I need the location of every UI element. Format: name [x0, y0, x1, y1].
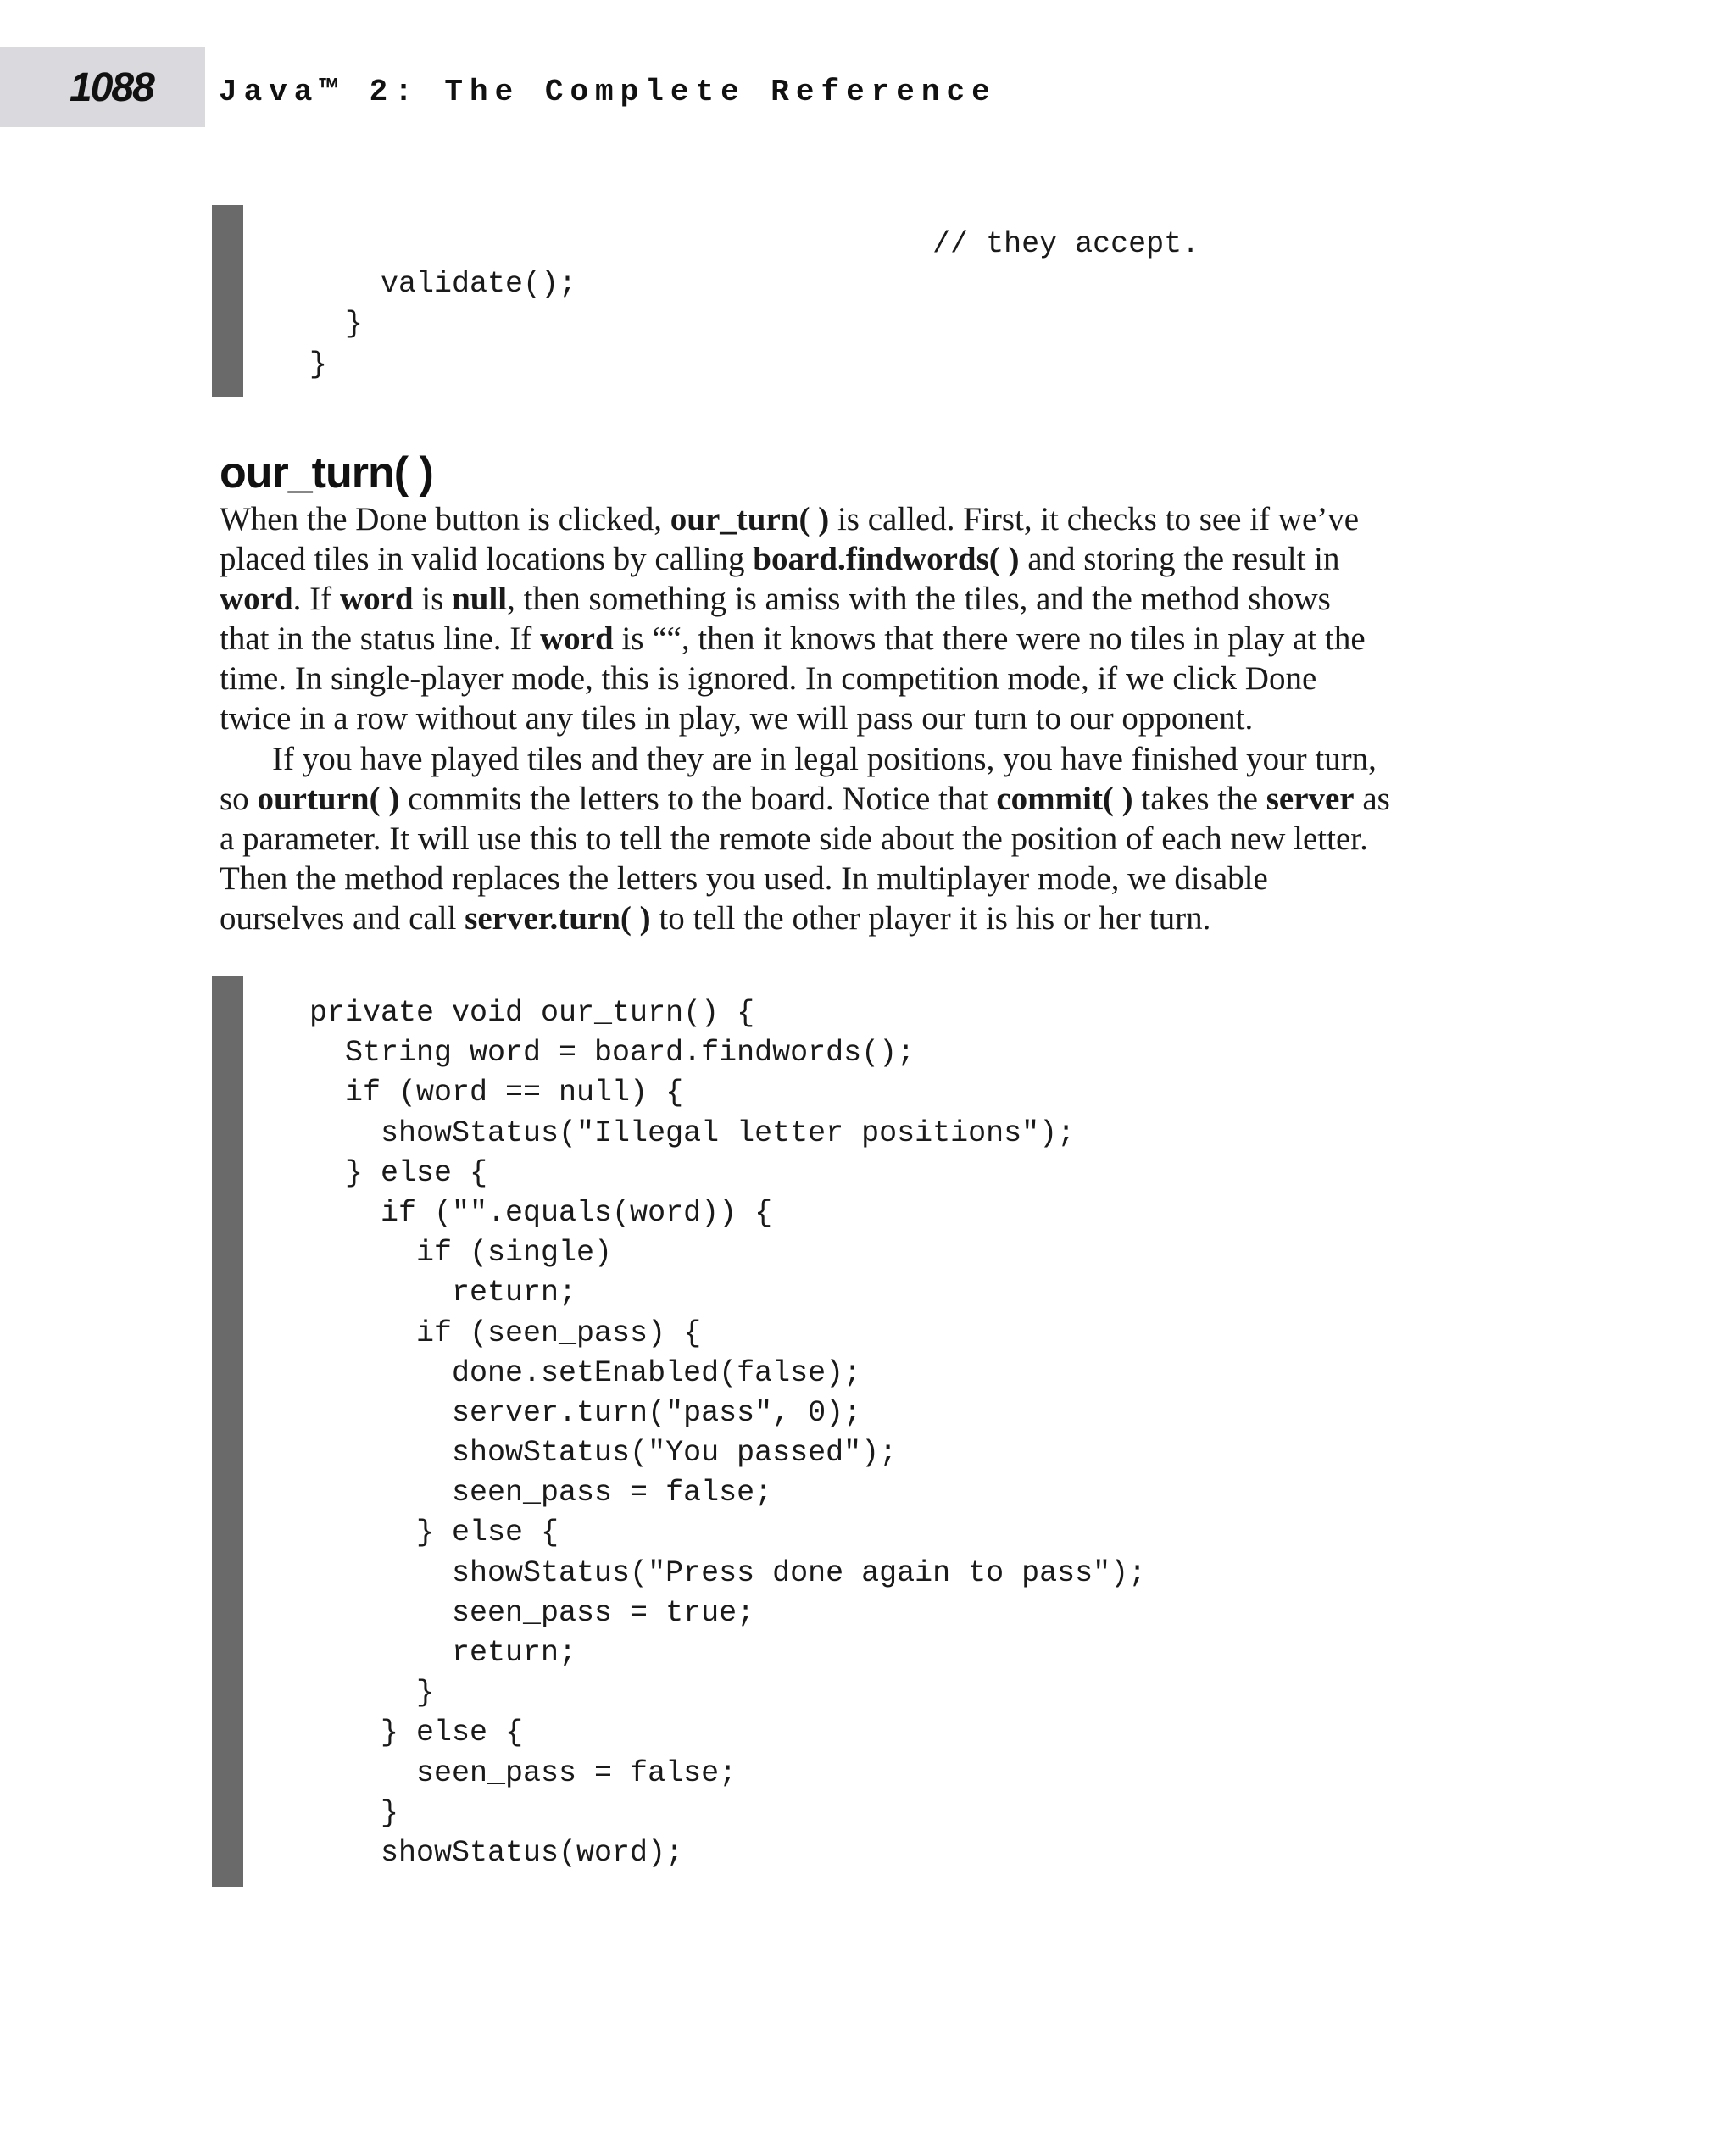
code-line: } else { — [309, 1716, 524, 1750]
code-line: validate(); — [309, 267, 577, 302]
code-line: } else { — [309, 1516, 559, 1550]
code-line: String word = board.findwords(); — [309, 1036, 915, 1071]
text-run: time. In single-player mode, this is ignored. In competition mode, if we click Done — [220, 660, 1317, 698]
text-line — [220, 779, 1525, 819]
text-line — [220, 619, 1525, 659]
text-line — [220, 539, 1525, 579]
text-line — [220, 859, 1525, 898]
text-line — [220, 698, 1525, 738]
text-run: . If — [292, 581, 340, 618]
text-run: commits the letters to the board. Notice that — [399, 780, 997, 817]
code-line: if (single) — [309, 1236, 613, 1271]
code-line: seen_pass = true; — [309, 1595, 755, 1630]
code-line: seen_pass = false; — [309, 1476, 773, 1510]
text-run: is called. First, it checks to see if we’ve — [829, 501, 1360, 537]
code-line: return; — [309, 1636, 577, 1670]
code-line: showStatus("You passed"); — [309, 1436, 898, 1471]
inline-code-term: word — [540, 620, 614, 658]
code-lines — [309, 225, 1199, 385]
code-line: if (seen_pass) { — [309, 1316, 702, 1350]
code-line: private void our_turn() { — [309, 996, 755, 1030]
text-line — [220, 819, 1525, 859]
inline-code-term: commit( ) — [996, 780, 1133, 817]
inline-code-term: word — [339, 581, 414, 618]
text-run: placed tiles in valid locations by calling — [220, 541, 754, 578]
code-line: } else { — [309, 1155, 488, 1190]
text-run: is ““, then it knows that there were no tiles in play at the — [613, 620, 1366, 658]
code-line: showStatus(word); — [309, 1835, 684, 1870]
text-line — [220, 499, 1525, 539]
code-line: } — [309, 347, 328, 381]
text-run: takes the — [1132, 780, 1266, 817]
text-line — [220, 579, 1525, 619]
inline-code-term: ourturn( ) — [257, 780, 400, 817]
text-run: , then something is amiss with the tiles, and the method shows — [507, 581, 1331, 618]
body-paragraph — [220, 499, 1525, 938]
code-line: return; — [309, 1276, 577, 1310]
code-line: } — [309, 1795, 399, 1830]
text-line — [220, 659, 1525, 698]
text-run: twice in a row without any tiles in play, we will pass our turn to our opponent. — [220, 700, 1254, 737]
code-line: seen_pass = false; — [309, 1755, 737, 1790]
code-line: server.turn("pass", 0); — [309, 1395, 862, 1430]
text-run: so — [220, 780, 258, 817]
code-line: showStatus("Press done again to pass"); — [309, 1555, 1147, 1590]
code-line: showStatus("Illegal letter positions"); — [309, 1115, 1076, 1150]
text-line — [220, 739, 1525, 779]
text-line — [220, 898, 1525, 938]
text-run: as — [1354, 780, 1390, 817]
text-run: Then the method replaces the letters you used. In multiplayer mode, we disable — [220, 859, 1268, 897]
code-line: } — [309, 307, 364, 342]
section-heading: our_turn( ) — [220, 448, 433, 498]
inline-code-term: null — [452, 581, 508, 618]
text-run: ourselves and call — [220, 899, 465, 937]
running-head: Java™ 2: The Complete Reference — [219, 75, 997, 109]
text-run: When the Done button is clicked, — [220, 501, 670, 537]
code-lines — [309, 993, 1146, 1873]
text-run: and storing the result in — [1019, 541, 1340, 578]
inline-code-term: server — [1266, 780, 1355, 817]
inline-code-term: server.turn( ) — [465, 899, 651, 937]
code-line: } — [309, 1676, 435, 1710]
code-line: done.setEnabled(false); — [309, 1355, 862, 1390]
text-run: that in the status line. If — [220, 620, 541, 658]
code-line: if ("".equals(word)) { — [309, 1195, 773, 1230]
page-number: 1088 — [70, 65, 153, 110]
code-margin-bar — [212, 976, 243, 1887]
inline-code-term: our_turn( ) — [670, 501, 830, 537]
text-run: a parameter. It will use this to tell the remote side about the position of each new letter. — [220, 820, 1368, 857]
inline-code-term: board.findwords( ) — [753, 541, 1020, 578]
text-run: to tell the other player it is his or her turn. — [650, 899, 1211, 937]
code-line: // they accept. — [309, 227, 1200, 261]
text-run: If you have played tiles and they are in legal positions, you have finished your turn, — [272, 740, 1377, 777]
inline-code-term: word — [220, 581, 293, 618]
code-margin-bar — [212, 205, 243, 397]
code-line: if (word == null) { — [309, 1076, 684, 1110]
text-run: is — [413, 581, 453, 618]
